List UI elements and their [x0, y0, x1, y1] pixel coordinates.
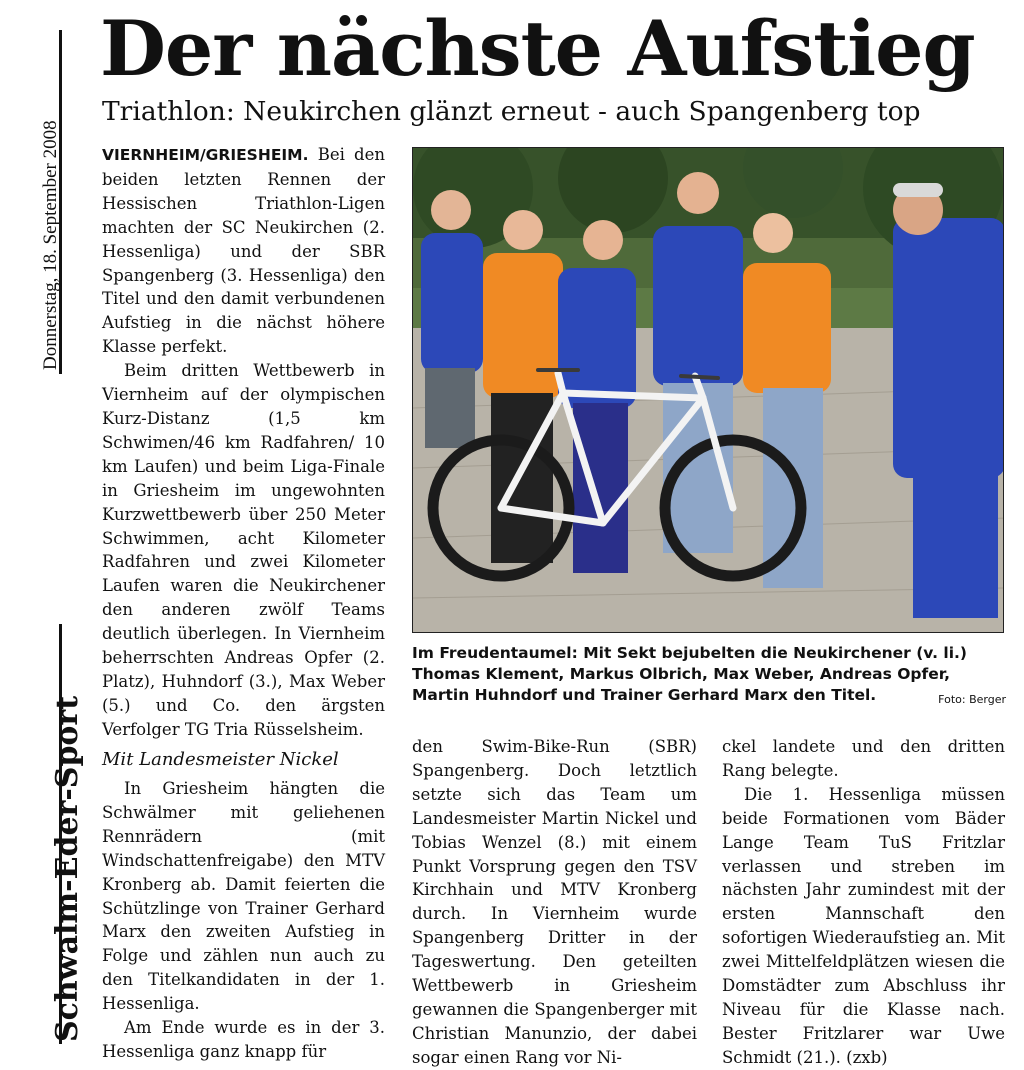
team-photo — [412, 147, 1004, 633]
column-2-text: den Swim-Bike-Run (SBR) Spangenberg. Doch letztlich setzte sich das Team um Landesmeister Martin Nickel und Tobias Wenzel (8.) mit einem Punkt Vorsprung gegen den TSV Kirchhain und MTV Kronberg durch. In Viernheim wurde Spangenberg Dritter in der Tageswertung. Den geteilten Wettbewerb in Griesheim gewannen die Spangenberger mit Christian Manunzio, der dabei sogar einen Rang vor Ni- — [412, 737, 697, 1067]
paragraph-2: Beim dritten Wettbewerb in Viernheim auf der olympischen Kurz-Distanz (1,5 km Schwimen/46 km Radfahren/ 10 km Laufen) und beim Liga-Finale in Griesheim im ungewohnten Kurzwettbewerb über 250 Meter Schwimmen, acht Kilometer Radfahren und zwei Kilometer Laufen waren die Neukirchener den anderen zwölf Teams deutlich überlegen. In Viernheim beherrschten Andreas Opfer (2. Platz), Huhndorf (3.), Max Weber (5.) und Co. den ärgsten Verfolger TG Tria Rüsselsheim. — [102, 361, 385, 739]
section-title: Schwalm-Eder-Sport — [50, 695, 85, 1042]
lead-paragraph — [102, 143, 385, 359]
caption-line-3-wrap — [412, 685, 1006, 706]
paragraph-3: In Griesheim hängten die Schwälmer mit geliehenen Rennrädern (mit Windschattenfreigabe) den MTV Kronberg ab. Damit feierten die Schützlinge von Trainer Gerhard Marx den zweiten Aufstieg in Folge und zählen nun auch zu den Titelkandidaten in der 1. Hessenliga. — [102, 779, 385, 1014]
subheadline: Triathlon: Neukirchen glänzt erneut - auch Spangenberg top — [102, 96, 921, 127]
sidebar — [0, 0, 85, 1063]
lead-text: Bei den beiden letzten Rennen der Hessischen Triathlon-Ligen machten der SC Neukirchen (2. Hessenliga) und der SBR Spangenberg (3. Hessenliga) den Titel und den damit verbundenen Aufstieg in die nächst höhere Klasse perfekt. — [102, 145, 385, 357]
paragraph-4: Am Ende wurde es in der 3. Hessenliga ganz knapp für — [102, 1018, 385, 1061]
article-column-2 — [412, 735, 697, 1070]
headline: Der nächste Aufstieg — [100, 4, 975, 93]
caption-line-3: Martin Huhndorf und Trainer Gerhard Marx den Titel. — [412, 686, 877, 704]
issue-date: Donnerstag, 18. September 2008 — [40, 120, 61, 370]
article-column-1-top — [102, 143, 385, 742]
interhead: Mit Landesmeister Nickel — [102, 749, 339, 770]
article-column-1-bottom — [102, 745, 385, 1064]
article-column-3 — [722, 735, 1005, 1070]
photo-credit: Foto: Berger — [938, 693, 1006, 706]
caption-line-2: Thomas Klement, Markus Olbrich, Max Weber, Andreas Opfer, — [412, 665, 950, 683]
column-3-text-b: Die 1. Hessenliga müssen beide Formationen vom Bäder Lange Team TuS Fritzlar verlassen und streben im nächsten Jahr zumindest mit der ersten Mannschaft den sofortigen Wiederaufstieg an. Mit zwei Mittelfeldplätzen wiesen die Domstädter zum Abschluss ihr Niveau für die Klasse nach. Bester Fritzlarer war Uwe Schmidt (21.). (zxb) — [722, 784, 1005, 1067]
column-3-text-a: ckel landete und den dritten Rang belegte. — [722, 737, 1005, 780]
caption-line-1: Im Freudentaumel: Mit Sekt bejubelten die Neukirchener (v. li.) — [412, 644, 968, 662]
photo-caption — [412, 643, 1006, 710]
location-tag: VIERNHEIM/GRIESHEIM. — [102, 146, 309, 164]
photo-illustration — [413, 148, 1004, 633]
